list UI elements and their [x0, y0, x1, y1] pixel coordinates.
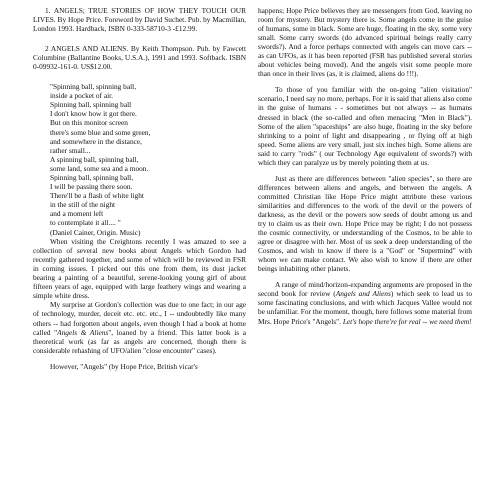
poem-line: in the still of the night	[50, 199, 116, 209]
right-column	[258, 6, 472, 326]
book-title-italic: Angels & Aliens	[57, 327, 109, 337]
poem-line: I don't know how it got there.	[50, 109, 137, 119]
body-paragraph: My surprise at Gordon's collection was due to one fact; in our age of technology, murder, deceit etc. etc. etc., I -- undoubtedly like many others -- had forgotten about angels, even though I had a book at home called "Angels & Aliens", loaned by a friend. This latter book is a theoretical work (as far as angels are concerned, though there is considerable rehashing of UFO/alien "close encounter" cases).	[33, 300, 246, 355]
body-paragraph: A range of mind/horizon-expanding arguments are proposed in the second book for review (Angels and Aliens) which seek to lead us to some fascinating conclusions, and with which Jacques Vallee would not be unfamiliar. For the moment, though, here follows some material from Mrs. Hope Price's "Angels". Let's hope there're for real -- we need them!	[258, 280, 472, 326]
poem-line: some land, some sea and a moon.	[50, 163, 149, 173]
closing-remark-italic: Let's hope there're for real -- we need them!	[342, 316, 472, 326]
poem-line: A spinning ball, spinning ball,	[50, 154, 139, 164]
poem-line: Spinning ball, spinning ball,	[50, 172, 134, 182]
body-paragraph: However, "Angels" (by Hope Price, British vicar's	[50, 361, 198, 371]
poem-line: But on this monitor screen	[50, 118, 128, 128]
poem-line: rather small...	[50, 145, 91, 155]
book-review-heading-1: 1. ANGELS; TRUE STORIES OF HOW THEY TOUCH OUR LIVES. By Hope Price. Foreword by David Suchet. Pub. by Macmillan, London 1993. Hardback, ISBN 0-333-58710-3 -£12.99.	[33, 6, 246, 34]
poem-line: There'll be a flash of white light	[50, 190, 144, 200]
left-column	[33, 6, 246, 371]
poem-credit: (Daniel Cainer, Origin. Music)	[50, 228, 141, 238]
poem-line: and somewhere in the distance,	[50, 136, 142, 146]
poem-line: and a moment left	[50, 208, 104, 218]
poem	[50, 82, 246, 227]
book-title-italic: Angels and Aliens	[335, 289, 391, 299]
poem-line: inside a pocket of air.	[50, 91, 114, 101]
poem-line: Spinning ball, spinning ball	[50, 100, 132, 110]
poem-line: there's some blue and some green,	[50, 127, 151, 137]
body-paragraph: happens; Hope Price believes they are messengers from God, leaving no room for mystery. But mystery there is. Some angels come in the guise of humans, some in black. Some are huge, floating in the sky, some very small. Some carry swords (do advanced spiritual beings really carry swords?). And a force perhaps connected with angels can move cars -- as can UFOs, as it has been reported (FSR has published several stories about vehicles being moved). And the angels visit some people more than once in their lives (as, it is claimed, aliens do !!!).	[258, 6, 472, 79]
body-paragraph: When visiting the Creightons recently I was amazed to see a collection of several new books about Angels which Gordon had recently gathered together, and some of which will be reviewed in FSR in coming issues. I picked out this one from them, its dust jacket bearing a painting of a beautiful, serene-looking young girl of about fifteen years of age, equipped with large feathery wings and wearing a simple white dress.	[33, 237, 246, 301]
poem-line: I will be passing there soon.	[50, 181, 133, 191]
poem-line: "Spinning ball, spinning ball,	[50, 82, 137, 92]
body-paragraph: To those of you familiar with the on-going "alien visitation" scenario, I need say no more, perhaps. For it is said that aliens also come in the guise of humans - - sometimes but not always -- as humans dressed in black (the so-called and often menacing "Men in Black"). Some of the alien "spaceships" are also huge, floating in the sky before shrinking to a point of light and disappearing , or flying off at high speed. Some aliens are very small, just six inches high. Some aliens are said to carry "rods" ( our Technology Age equivalent of swords?) with which they can paralyze us by merely pointing them at us.	[258, 85, 472, 167]
book-review-heading-2: 2 ANGELS AND ALIENS. By Keith Thompson. Pub. by Fawcett Columbine (Ballantine Books, U.S.A.), 1991 and 1993. Softback. ISBN 0-09932-161-0. US$12.00.	[33, 44, 246, 72]
body-paragraph: Just as there are differences between "alien species", so there are differences between aliens and angels, and between the angels. A committed Christian like Hope Price might attribute these various similarities and differences to the work of the devil or the powers of darkness, as the devil or the powers sow seeds of doubt among us and try to claim us as their own. Hope Price may be right; I do not possess the cosmic connectivity, or understanding of the Cosmos, to be able to agree or disagree with her. Most of us seek a deep understanding of the Cosmos, and wish to know if there is a "God" or "Supermind" with whom we can make contact. We also wish to know if there are other beings inhabiting other planets.	[258, 173, 472, 274]
poem-line: to contemplate it all.... "	[50, 217, 121, 227]
